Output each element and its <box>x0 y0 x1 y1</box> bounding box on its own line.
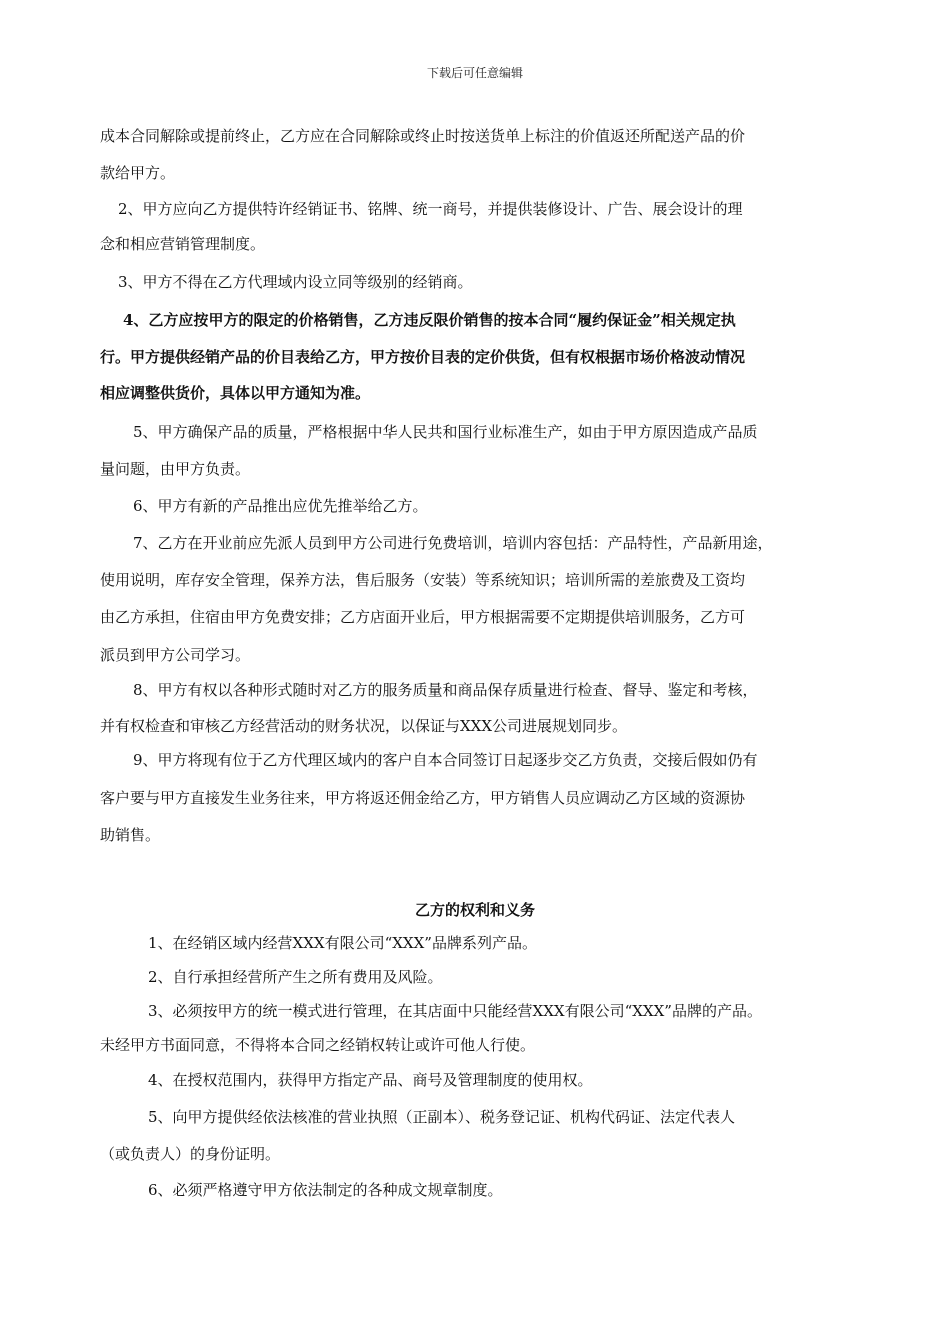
text-line: 由乙方承担，住宿由甲方免费安排；乙方店面开业后，甲方根据需要不定期提供培训服务，乙方可 <box>100 608 746 626</box>
text-line: 成本合同解除或提前终止，乙方应在合同解除或终止时按送货单上标注的价值返还所配送产品的价 <box>100 127 746 145</box>
text-line: 未经甲方书面同意，不得将本合同之经销权转让或许可他人行使。 <box>100 1036 536 1054</box>
text-line: 3、必须按甲方的统一模式进行管理，在其店面中只能经营XXX有限公司“XXX”品牌的产品。 <box>148 1002 762 1020</box>
text-line: 6、甲方有新的产品推出应优先推举给乙方。 <box>133 497 428 515</box>
text-line: 量问题，由甲方负责。 <box>100 460 251 478</box>
text-line: 助销售。 <box>100 826 161 844</box>
text-line: 8、甲方有权以各种形式随时对乙方的服务质量和商品保存质量进行检查、督导、鉴定和考核， <box>133 681 758 699</box>
text-line: 2、自行承担经营所产生之所有费用及风险。 <box>148 968 443 986</box>
text-line-bold: 相应调整供货价，具体以甲方通知为准。 <box>100 384 371 402</box>
text-line-bold: 4、乙方应按甲方的限定的价格销售，乙方违反限价销售的按本合同“履约保证金”相关规定执 <box>123 311 736 329</box>
text-line: 款给甲方。 <box>100 164 176 182</box>
text-line: 7、乙方在开业前应先派人员到甲方公司进行免费培训，培训内容包括：产品特性，产品新用途， <box>133 534 773 552</box>
text-line: 派员到甲方公司学习。 <box>100 646 251 664</box>
page-header: 下载后可任意编辑 <box>426 66 523 80</box>
text-line-bold: 行。甲方提供经销产品的价目表给乙方，甲方按价目表的定价供货，但有权根据市场价格波动情况 <box>100 348 746 366</box>
text-line: 3、甲方不得在乙方代理域内设立同等级别的经销商。 <box>118 273 473 291</box>
text-line: 5、甲方确保产品的质量，严格根据中华人民共和国行业标准生产，如由于甲方原因造成产品质 <box>133 423 758 441</box>
text-line: 9、甲方将现有位于乙方代理区域内的客户自本合同签订日起逐步交乙方负责，交接后假如仍有 <box>133 751 758 769</box>
text-line: 5、向甲方提供经依法核准的营业执照（正副本）、税务登记证、机构代码证、法定代表人 <box>148 1108 736 1126</box>
section-title: 乙方的权利和义务 <box>414 901 535 919</box>
text-line: 2、甲方应向乙方提供特许经销证书、铭牌、统一商号，并提供装修设计、广告、展会设计的理 <box>118 200 743 218</box>
text-line: 念和相应营销管理制度。 <box>100 235 266 253</box>
text-line: 并有权检查和审核乙方经营活动的财务状况，以保证与XXX公司进展规划同步。 <box>100 717 628 735</box>
text-line: 客户要与甲方直接发生业务往来，甲方将返还佣金给乙方，甲方销售人员应调动乙方区域的资源协 <box>100 789 746 807</box>
text-line: （或负责人）的身份证明。 <box>100 1145 281 1163</box>
text-line: 1、在经销区域内经营XXX有限公司“XXX”品牌系列产品。 <box>148 934 537 952</box>
text-line: 6、必须严格遵守甲方依法制定的各种成文规章制度。 <box>148 1181 503 1199</box>
text-line: 4、在授权范围内，获得甲方指定产品、商号及管理制度的使用权。 <box>148 1071 593 1089</box>
text-line: 使用说明，库存安全管理，保养方法，售后服务（安装）等系统知识；培训所需的差旅费及工资均 <box>100 571 746 589</box>
